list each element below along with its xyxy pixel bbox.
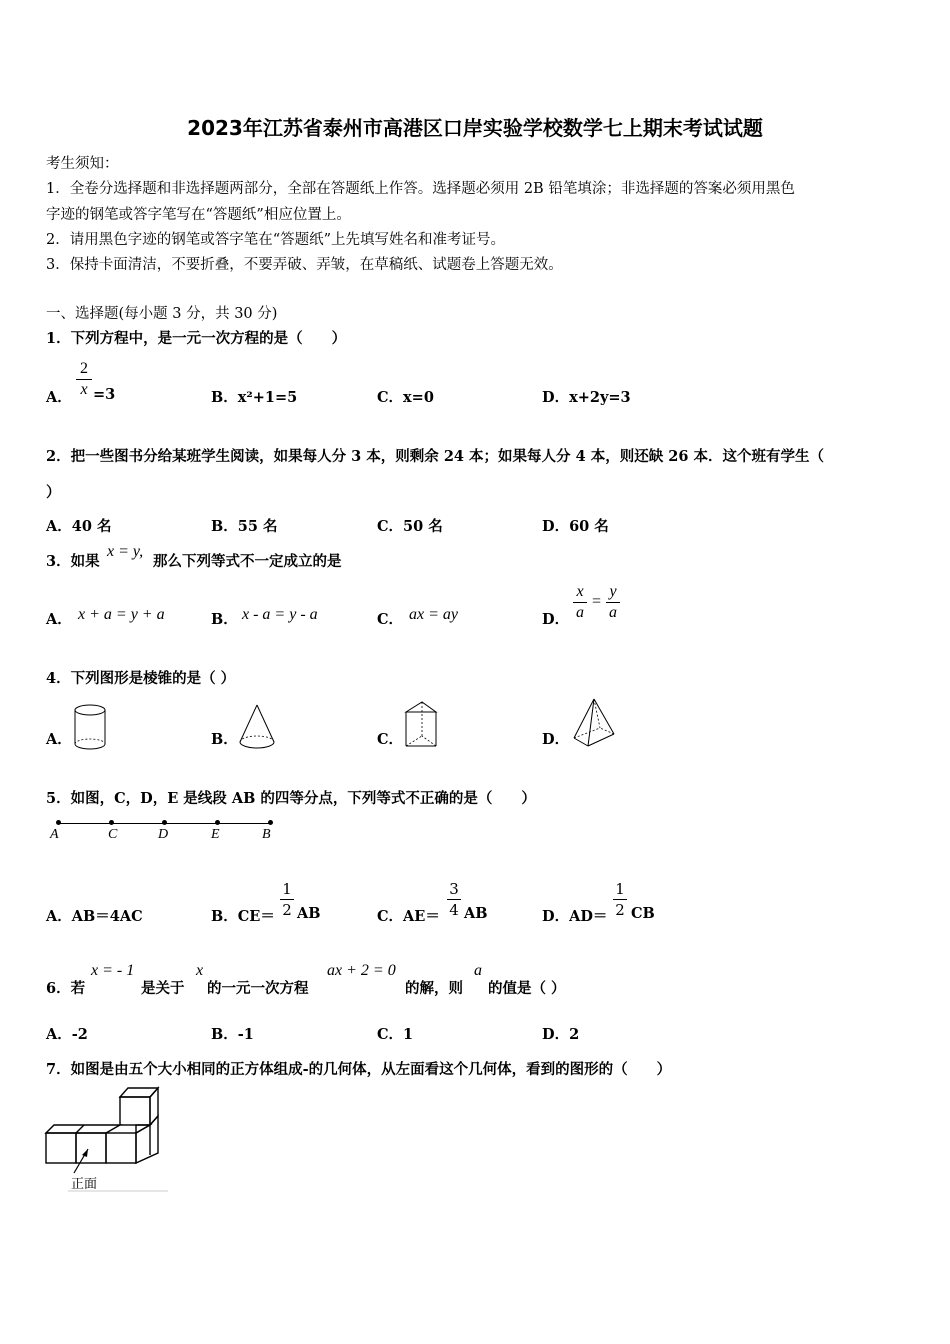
point-b-dot bbox=[268, 820, 273, 825]
q7-stem: 7．如图是由五个大小相同的正方体组成-的几何体，从左面看这个几何体，看到的图形的（ ） bbox=[46, 1061, 672, 1078]
q3-option-d-label: D． bbox=[542, 611, 570, 628]
q5-c-fraction bbox=[447, 880, 461, 919]
cube-solid-figure bbox=[44, 1085, 170, 1195]
q2-option-a: A．40 名 bbox=[46, 518, 112, 535]
q4-option-d-label: D． bbox=[542, 731, 570, 748]
fraction-bar bbox=[606, 602, 620, 603]
q1-option-c: C．x=0 bbox=[377, 389, 434, 406]
point-e-label: E bbox=[211, 827, 220, 842]
point-a-dot bbox=[56, 820, 61, 825]
q6-math-x: x bbox=[196, 962, 204, 979]
q1-option-a-fraction bbox=[76, 360, 92, 399]
q1-stem: 1．下列方程中，是一元一次方程的是（ ） bbox=[46, 330, 347, 347]
q3-stem-suffix: 那么下列等式不一定成立的是 bbox=[153, 553, 342, 570]
q3-d-equals: = bbox=[592, 593, 602, 610]
q3-stem-math: x = y, bbox=[107, 543, 144, 560]
cone-icon bbox=[236, 702, 280, 752]
q1-option-a-label: A． bbox=[46, 389, 72, 406]
q5-option-b-prefix: B．CE＝ bbox=[211, 908, 275, 925]
q3-d-numerator-left: x bbox=[576, 583, 584, 600]
q6-option-c: C．1 bbox=[377, 1026, 414, 1043]
q3-stem-prefix: 3．如果 bbox=[46, 553, 100, 570]
q6-option-a: A．-2 bbox=[46, 1026, 88, 1043]
segment-figure bbox=[50, 815, 280, 847]
q2-stem-line-1: 2．把一些图书分给某班学生阅读，如果每人分 3 本，则剩余 24 本；如果每人分 4 本，则还缺 26 本．这个班有学生（ bbox=[46, 448, 825, 465]
q6-option-d: D．2 bbox=[542, 1026, 580, 1043]
q1-option-a-rest: =3 bbox=[93, 386, 116, 403]
q5-b-numerator: 1 bbox=[282, 880, 292, 898]
q1-a-numerator: 2 bbox=[80, 360, 88, 377]
notice-line-2: 字迹的钢笔或答字笔写在“答题纸”相应位置上。 bbox=[46, 207, 351, 223]
front-view-label: 正面 bbox=[71, 1177, 98, 1192]
q6-stem-part-2: 是关于 bbox=[141, 980, 185, 997]
fraction-bar bbox=[447, 899, 461, 900]
q5-option-d-suffix: CB bbox=[631, 905, 655, 922]
q6-math-equation: ax + 2 = 0 bbox=[327, 962, 396, 979]
q6-math-a: a bbox=[474, 962, 482, 979]
q3-option-b-label: B． bbox=[211, 611, 238, 628]
notice-line-1: 1．全卷分选择题和非选择题两部分，全部在答题纸上作答。选择题必须用 2B 铅笔填涂；非选择题的答案必须用黑色 bbox=[46, 181, 795, 197]
q3-option-c-label: C． bbox=[377, 611, 404, 628]
q3-option-c: ax = ay bbox=[409, 606, 458, 623]
q2-option-b: B．55 名 bbox=[211, 518, 278, 535]
q5-b-fraction bbox=[280, 880, 294, 919]
point-e-dot bbox=[215, 820, 220, 825]
fraction-bar bbox=[613, 899, 627, 900]
q6-math-x-value: x = - 1 bbox=[91, 962, 135, 979]
notice-line-4: 3．保持卡面清洁，不要折叠，不要弄破、弄皱，在草稿纸、试题卷上答题无效。 bbox=[46, 257, 563, 273]
fraction-bar bbox=[573, 602, 587, 603]
q3-d-denominator-left: a bbox=[576, 604, 584, 621]
q6-stem-part-5: 的值是（ ） bbox=[488, 980, 566, 997]
cylinder-icon bbox=[72, 702, 112, 752]
q6-stem-part-1: 6．若 bbox=[46, 980, 86, 997]
q2-stem-line-2: ） bbox=[46, 484, 61, 501]
q5-option-a: A．AB＝4AC bbox=[46, 908, 143, 925]
q4-option-b-label: B． bbox=[211, 731, 238, 748]
q2-option-c: C．50 名 bbox=[377, 518, 443, 535]
q5-option-c-prefix: C．AE＝ bbox=[377, 908, 440, 925]
q4-stem: 4．下列图形是棱锥的是（ ） bbox=[46, 670, 236, 687]
q3-option-b: x - a = y - a bbox=[242, 606, 318, 623]
q1-a-denominator: x bbox=[80, 381, 88, 398]
point-a-label: A bbox=[50, 827, 59, 842]
q1-option-b: B．x²+1=5 bbox=[211, 389, 298, 406]
q1-option-d: D．x+2y=3 bbox=[542, 389, 631, 406]
triangular-prism-icon bbox=[402, 698, 442, 752]
q6-stem-part-3: 的一元一次方程 bbox=[207, 980, 309, 997]
q5-option-b-suffix: AB bbox=[297, 905, 321, 922]
q2-option-d: D．60 名 bbox=[542, 518, 609, 535]
section-heading: 一、选择题(每小题 3 分，共 30 分) bbox=[46, 306, 278, 322]
q6-stem-part-4: 的解，则 bbox=[405, 980, 463, 997]
notice-heading: 考生须知： bbox=[46, 156, 119, 172]
q3-option-a: x + a = y + a bbox=[78, 606, 165, 623]
q3-d-numerator-right: y bbox=[609, 583, 617, 600]
q3-d-fraction-right bbox=[606, 583, 620, 622]
q3-d-denominator-right: a bbox=[609, 604, 617, 621]
fraction-bar bbox=[280, 899, 294, 900]
page-title: 2023年江苏省泰州市高港区口岸实验学校数学七上期末考试试题 bbox=[187, 116, 763, 140]
q5-option-c-suffix: AB bbox=[464, 905, 488, 922]
q5-d-fraction bbox=[613, 880, 627, 919]
point-d-label: D bbox=[158, 827, 169, 842]
point-c-dot bbox=[109, 820, 114, 825]
q4-option-c-label: C． bbox=[377, 731, 404, 748]
point-b-label: B bbox=[262, 827, 271, 842]
q5-b-denominator: 2 bbox=[282, 901, 292, 919]
q5-stem: 5．如图，C，D，E 是线段 AB 的四等分点，下列等式不正确的是（ ） bbox=[46, 790, 536, 807]
q4-option-a-label: A． bbox=[46, 731, 72, 748]
q5-d-denominator: 2 bbox=[615, 901, 625, 919]
q5-option-d-prefix: D．AD＝ bbox=[542, 908, 608, 925]
q5-d-numerator: 1 bbox=[615, 880, 625, 898]
q3-option-a-label: A． bbox=[46, 611, 72, 628]
q6-option-b: B．-1 bbox=[211, 1026, 254, 1043]
q5-c-numerator: 3 bbox=[449, 880, 459, 898]
notice-line-3: 2．请用黑色字迹的钢笔或答字笔在“答题纸”上先填写姓名和准考证号。 bbox=[46, 232, 506, 248]
q3-d-fraction-left bbox=[573, 583, 587, 622]
pyramid-icon bbox=[570, 696, 620, 752]
point-c-label: C bbox=[108, 827, 118, 842]
fraction-bar bbox=[76, 379, 92, 380]
point-d-dot bbox=[162, 820, 167, 825]
q5-c-denominator: 4 bbox=[449, 901, 459, 919]
